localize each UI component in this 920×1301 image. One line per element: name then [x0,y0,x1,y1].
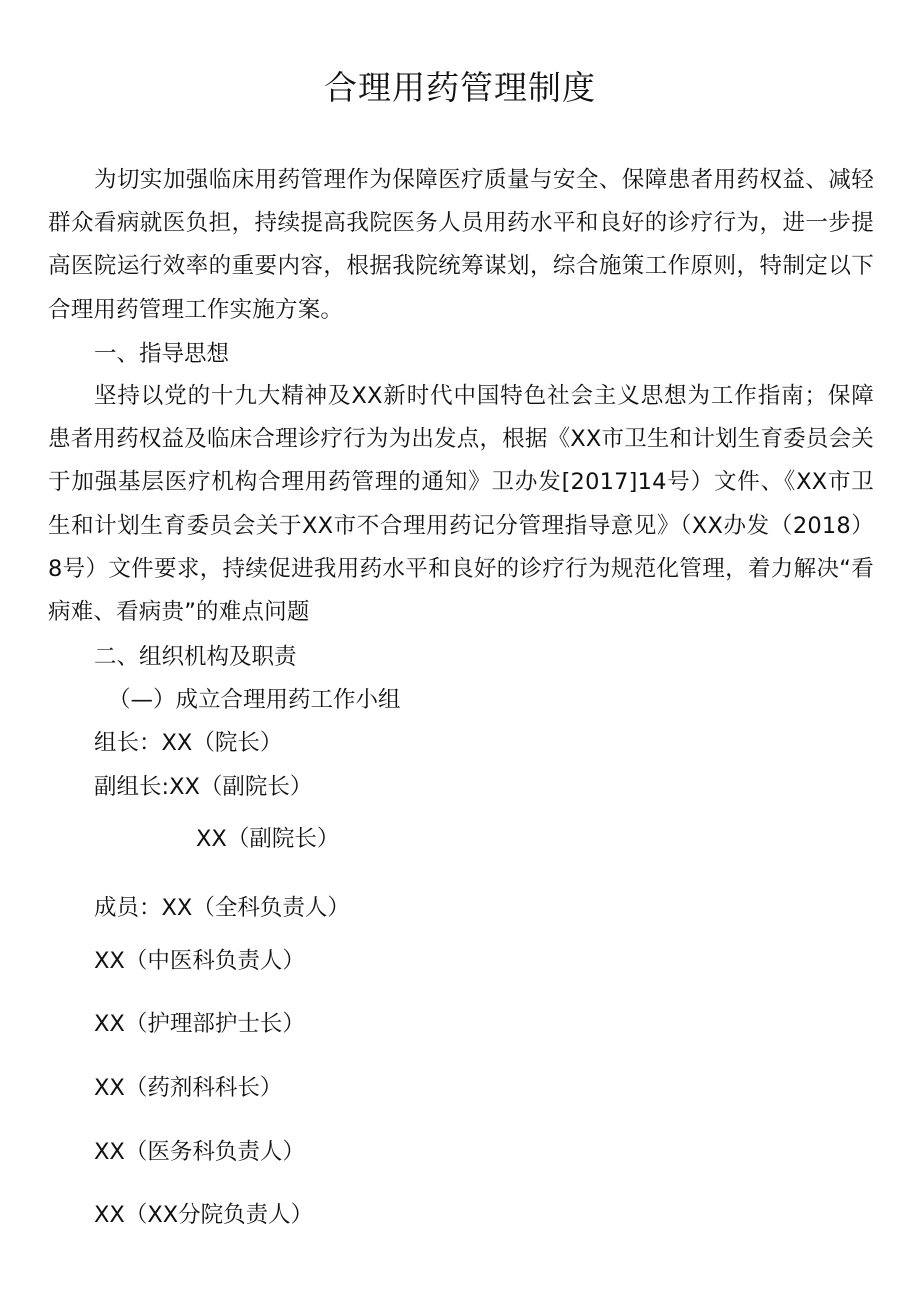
intro-paragraph: 为切实加强临床用药管理作为保障医疗质量与安全、保障患者用药权益、减轻群众看病就医负担，持续提高我院医务人员用药水平和良好的诊疗行为，进一步提高医院运行效率的重要内容，根据我院统筹谋划，综合施策工作原则，特制定以下合理用药管理工作实施方案。 [48,167,874,323]
member-item: 成员：XX（全科负责人） [94,895,350,921]
member-item: XX（中医科负责人） [94,948,305,974]
member-item: XX（医务科负责人） [94,1139,305,1165]
section-heading-organization: 二、组织机构及职责 [94,644,297,670]
group-leader: 组长：XX（院长） [94,730,283,756]
section-heading-guiding-thought: 一、指导思想 [94,341,230,367]
member-item: XX（护理部护士长） [94,1011,305,1037]
guiding-thought-paragraph: 坚持以党的十九大精神及XX新时代中国特色社会主义思想为工作指南；保障患者用药权益及临床合理诊疗行为为出发点，根据《XX市卫生和计划生育委员会关于加强基层医疗机构合理用药管理的通知》卫办发[2017]14号）文件、《XX市卫生和计划生育委员会关于XX市不合理用药记分管理指导意见》（XX办发（2018）8号）文件要求，持续促进我用药水平和良好的诊疗行为规范化管理，着力解决“看病难、看病贵”的难点问题 [48,383,874,626]
vice-leader-2: XX（副院长） [196,826,340,852]
document-title: 合理用药管理制度 [324,68,596,107]
vice-leader-1: 副组长:XX（副院长） [94,774,313,800]
member-item: XX（XX分院负责人） [94,1202,314,1228]
subsection-heading-working-group: （—）成立合理用药工作小组 [108,687,401,713]
member-item: XX（药剂科科长） [94,1075,283,1101]
